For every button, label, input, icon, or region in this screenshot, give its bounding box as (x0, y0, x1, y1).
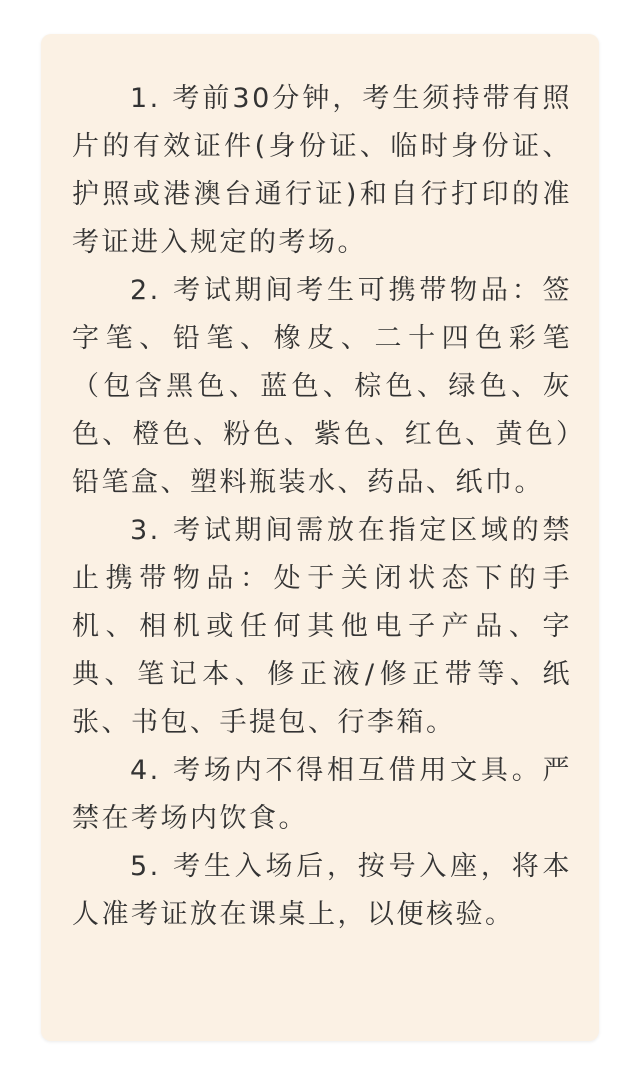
rule-item-1: 1. 考前30分钟，考生须持带有照片的有效证件(身份证、临时身份证、护照或港澳台通行证)和自行打印的准考证进入规定的考场。 (72, 83, 572, 258)
rule-item-5: 5. 考生入场后，按号入座，将本人准考证放在课桌上，以便核验。 (72, 851, 572, 930)
exam-rules-card (41, 34, 599, 1041)
rule-item-4: 4. 考场内不得相互借用文具。严禁在考场内饮食。 (72, 755, 572, 834)
rule-item-3: 3. 考试期间需放在指定区域的禁止携带物品：处于关闭状态下的手机、相机或任何其他电子产品、字典、笔记本、修正液/修正带等、纸张、书包、手提包、行李箱。 (72, 515, 572, 738)
exam-rules-list (72, 75, 572, 939)
rule-item-2: 2. 考试期间考生可携带物品：签字笔、铅笔、橡皮、二十四色彩笔（包含黑色、蓝色、棕色、绿色、灰色、橙色、粉色、紫色、红色、黄色）铅笔盒、塑料瓶装水、药品、纸巾。 (72, 275, 572, 498)
